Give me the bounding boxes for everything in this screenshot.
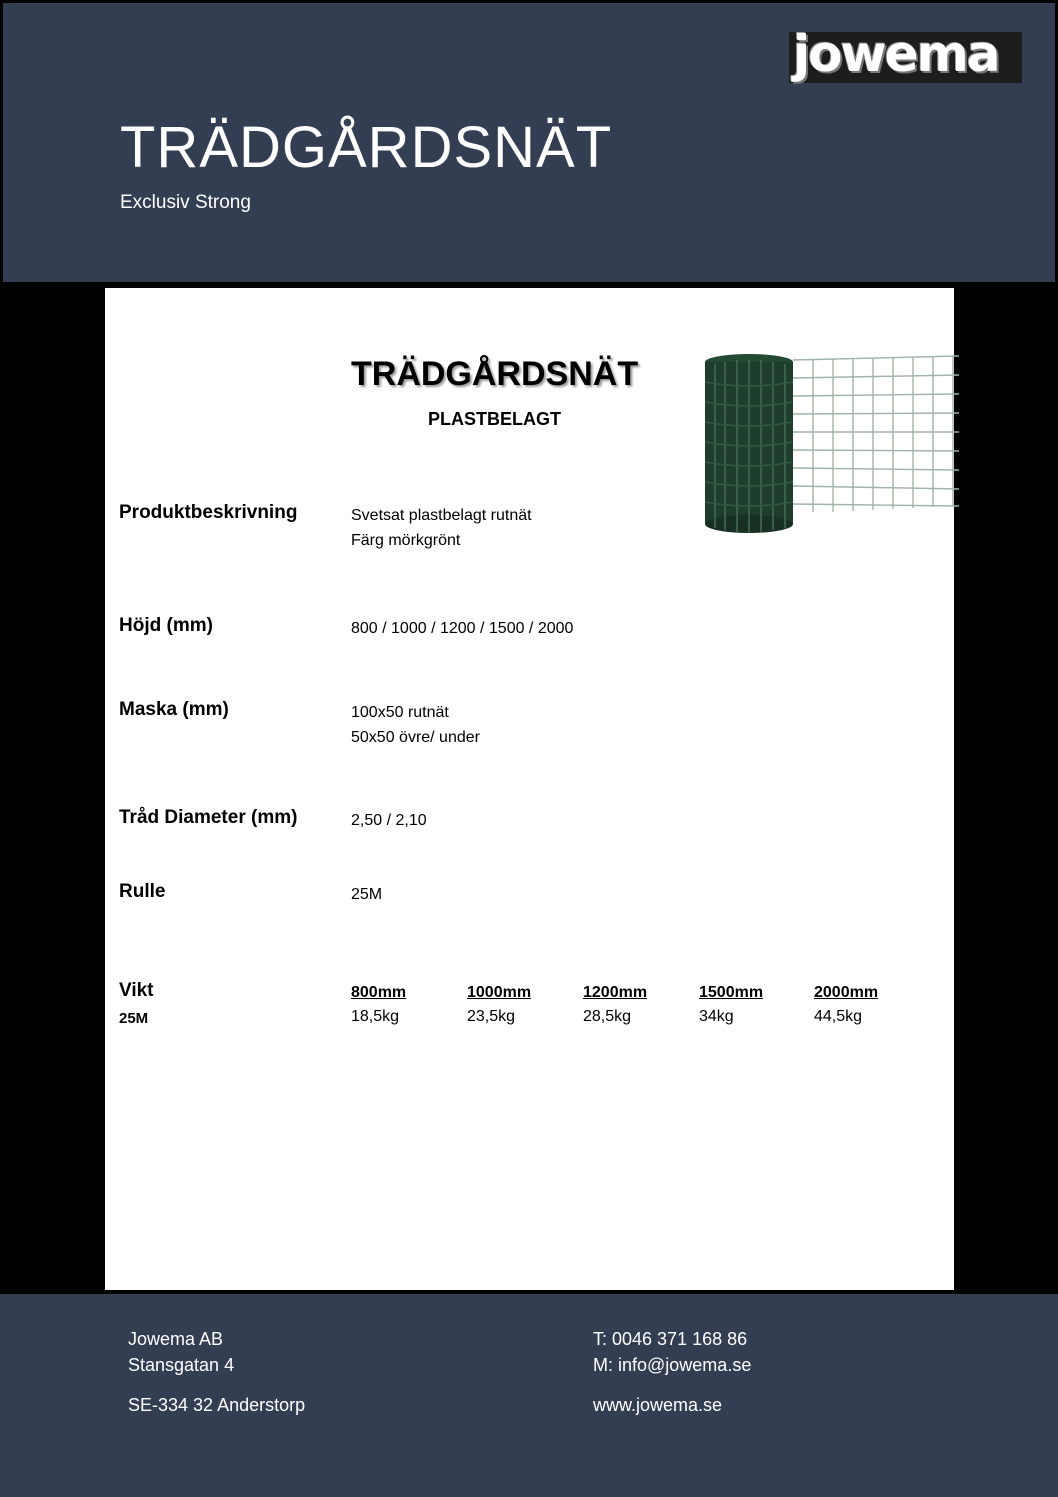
spec-value-mesh	[351, 700, 480, 750]
spec-label-product-description: Produktbeskrivning	[119, 502, 298, 523]
spec-label-mesh: Maska (mm)	[119, 699, 229, 720]
weight-value: 34kg	[699, 1008, 734, 1025]
weight-row-label: 25M	[119, 1010, 149, 1027]
footer-phone: T: 0046 371 168 86	[593, 1329, 748, 1349]
spec-label-roll: Rulle	[119, 881, 166, 902]
footer-band	[0, 1294, 1058, 1497]
spec-value-wire-diameter	[351, 808, 427, 833]
weight-value: 28,5kg	[583, 1008, 632, 1025]
weight-value: 18,5kg	[351, 1008, 400, 1025]
spec-value-line: 100x50 rutnät	[351, 704, 449, 721]
spec-value-line: 25M	[351, 886, 383, 903]
product-subtitle: PLASTBELAGT	[428, 409, 561, 429]
spec-value-line: Svetsat plastbelagt rutnät	[351, 507, 532, 524]
spec-label-wire-diameter: Tråd Diameter (mm)	[119, 807, 298, 828]
weight-column	[814, 984, 878, 1026]
logo-text: jowema	[793, 25, 999, 83]
weight-column	[467, 984, 531, 1026]
weight-header: 1000mm	[467, 984, 532, 1001]
footer-street: Stansgatan 4	[128, 1355, 235, 1375]
jowema-logo	[789, 25, 1022, 83]
weight-column	[699, 984, 763, 1026]
weight-label: Vikt	[119, 980, 154, 1001]
footer-company: Jowema AB	[128, 1329, 224, 1349]
weight-column	[583, 984, 647, 1026]
product-title: TRÄDGÅRDSNÄT	[351, 355, 639, 393]
footer-email[interactable]: M: info@jowema.se	[593, 1355, 752, 1375]
spec-value-line: 800 / 1000 / 1200 / 1500 / 2000	[351, 620, 574, 637]
mesh-roll-image	[703, 350, 961, 540]
spec-value-height	[351, 616, 573, 641]
product-sheet	[105, 288, 954, 1290]
weight-value: 23,5kg	[467, 1008, 516, 1025]
weight-column	[351, 984, 406, 1026]
weight-header: 800mm	[351, 984, 407, 1001]
spec-value-product-description	[351, 503, 532, 553]
footer-city: SE-334 32 Anderstorp	[128, 1395, 306, 1415]
header-band	[3, 3, 1055, 282]
footer-website[interactable]: www.jowema.se	[593, 1395, 723, 1415]
weight-header: 1200mm	[583, 984, 648, 1001]
weight-header: 1500mm	[699, 984, 764, 1001]
spec-value-line: 2,50 / 2,10	[351, 812, 427, 829]
page-title: TRÄDGÅRDSNÄT	[120, 115, 613, 180]
spec-label-height: Höjd (mm)	[119, 615, 213, 636]
spec-value-roll	[351, 882, 382, 907]
weight-header: 2000mm	[814, 984, 879, 1001]
spec-value-line: Färg mörkgrönt	[351, 532, 461, 549]
page-subtitle: Exclusiv Strong	[120, 192, 251, 213]
weight-value: 44,5kg	[814, 1008, 863, 1025]
spec-value-line: 50x50 övre/ under	[351, 729, 480, 746]
